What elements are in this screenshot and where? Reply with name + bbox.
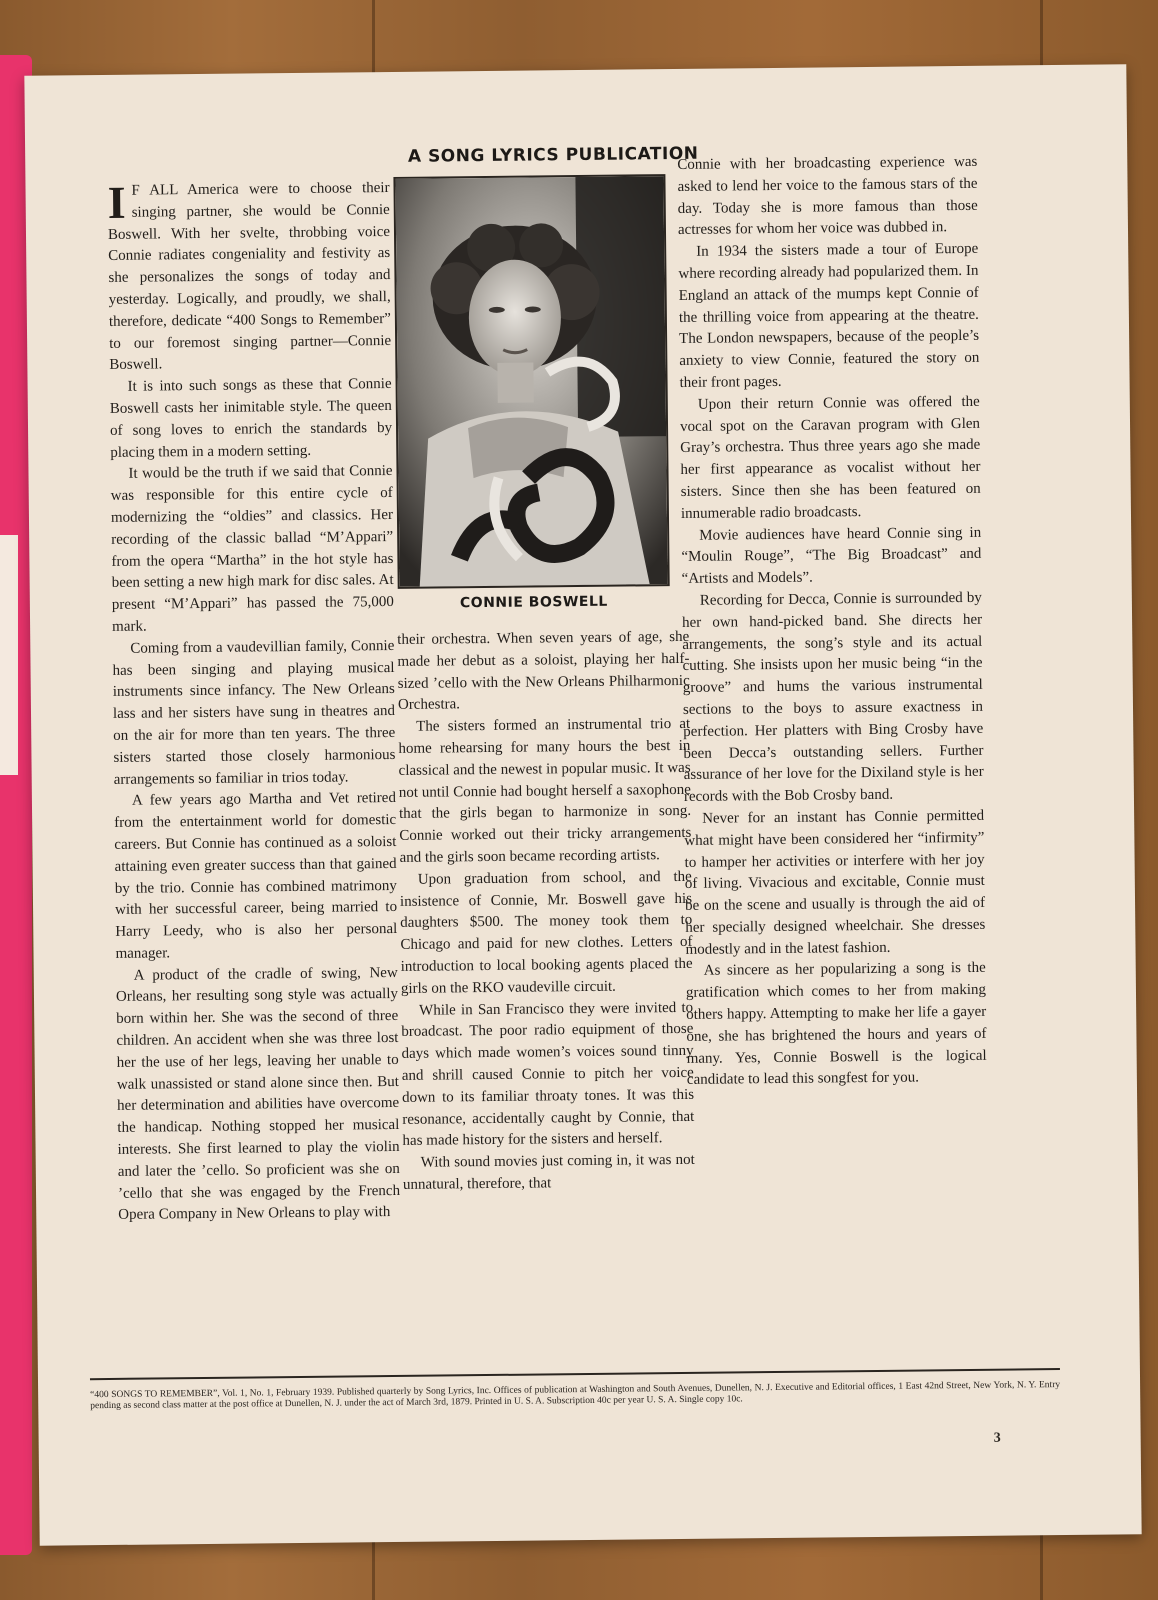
drop-cap: I <box>107 176 126 228</box>
paragraph: Recording for Decca, Connie is surrounded by her own hand-picked band. She directs her arrangements, the song’s style and its actual cutting. She insists upon her music being “in the groove” and hums the various instrumental sections to the boys to assure exactness in perfection. Her platters with Bing Crosby have been Decca’s outstanding sellers. Further assurance of her love for the Dixiland style is her records with the Bob Crosby band. <box>682 589 984 806</box>
paragraph: A few years ago Martha and Vet retired from the entertainment world for domestic careers. But Connie has continued as a soloist attaining even greater success than that gained by the trio. Connie has combined matrimony with her successful career, being married to Harry Leedy, who is also her personal manager. <box>114 790 398 962</box>
paragraph: As sincere as her popularizing a song is the gratification which comes to her from making others happy. Attempting to make her life a gayer one, she has brightened the hours and years of many. Yes, Connie Boswell is the logical candidate to lead this songfest for you. <box>685 960 987 1089</box>
paragraph: It would be the truth if we said that Connie was responsible for this entire cycle of modernizing the “oldies” and classics. Her recording of the classic ballad “M’Appari” from the opera “Martha” in the hot style has been setting a new high mark for disc sales. At present “M’Appari” has passed the 75,000 mark. <box>110 463 394 635</box>
paragraph: The sisters formed an instrumental trio at home rehearsing for many hours the best in classical and the newest in popular music. It was not until Connie had bought herself a saxophone that the girls began to harmonize in song. Connie worked out their tricky arrangements and the girls soon became recording artists. <box>398 716 692 866</box>
article-column-1 <box>107 178 400 1227</box>
paragraph: Upon their return Connie was offered the vocal spot on the Caravan program with Glen Gray’s orchestra. Thus three years ago she made her first appearance as vocalist without her sisters. Since then she has been featured on innumerable radio broadcasts. <box>679 393 981 522</box>
paragraph: their orchestra. When seven years of age, she made her debut as a soloist, playing her half-sized ’cello with the New Orleans Philharmonic Orchestra. <box>397 628 690 714</box>
paragraph: I F ALL America were to choose their singing partner, she would be Connie Boswell. With her svelte, throbbing voice Connie radiates congeniality and festivity as she personalizes the songs of today and yesterday. Logically, and proudly, we shall, therefore, dedicate “400 Songs to Remember” to our foremost singing partner—Connie Boswell. <box>107 176 392 374</box>
paragraph: Upon graduation from school, and the insistence of Connie, Mr. Boswell gave his daughters $500. The money took them to Chicago and paid for new clothes. Letters of introduction to local booking agents placed the girls on the RKO vaudeville circuit. <box>399 868 693 997</box>
paragraph: Connie with her broadcasting experience was asked to lend her voice to the famous stars of the day. Today she is more famous than those actresses for whom her voice was dubbed in. <box>677 153 978 239</box>
paragraph: With sound movies just coming in, it was not unnatural, therefore, that <box>402 1151 695 1193</box>
paragraph: A product of the cradle of swing, New Orleans, her resulting song style was actually born within her. She was the second of three children. An accident when she was three lost her the use of her legs, leaving her unable to walk unassisted or stand alone since then. But her determination and abilities have overcome the handicap. Nothing stopped her musical interests. She first learned to play the violin and later the ’cello. So proficient was she on ’cello that she was engaged by the French Opera Company in New Orleans to play with <box>115 964 401 1224</box>
paragraph: In 1934 the sisters made a tour of Europe where recording already had popularized them. In England an attack of the mumps kept Connie of the thrilling voice from appearing at the theatre. The London newspapers, because of the people’s anxiety to view Connie, featured the story on their front pages. <box>678 241 980 391</box>
publication-footer: “400 SONGS TO REMEMBER”, Vol. 1, No. 1, February 1939. Published quarterly by Song Lyrics, Inc. Offices of publication at Washington and South Avenues, Dunellen, N. J. Executive and Editorial offices, 1 East 42nd Street, New York, N. Y. Entry pending as second class matter at the post office at Dunellen, N. J. under the act of March 3rd, 1879. Printed in U. S. A. Subscription 40c per year U. S. A. Single copy 10c. <box>90 1380 1061 1412</box>
portrait-photo <box>393 174 669 589</box>
paragraph: It is into such songs as these that Connie Boswell casts her inimitable style. The queen of song loves to enrich the standards by placing them in a modern setting. <box>109 376 393 461</box>
magazine-page <box>24 64 1141 1545</box>
publication-header: A SONG LYRICS PUBLICATION <box>407 143 699 167</box>
cover-edge-strip <box>0 535 18 775</box>
photo-caption: CONNIE BOSWELL <box>459 593 608 612</box>
paragraph: Coming from a vaudevillian family, Connie has been singing and playing musical instruments since infancy. The New Orleans lass and her sisters have sung in theatres and on the air for more than ten years. The three sisters started those closely harmonious arrangements so familiar in trios today. <box>112 637 396 788</box>
article-column-2 <box>397 627 695 1197</box>
article-column-3 <box>677 152 987 1092</box>
footer-rule <box>90 1368 1060 1380</box>
paragraph: While in San Francisco they were invited to broadcast. The poor radio equipment of those days which made women’s voices sound tinny and shrill caused Connie to pitch her voice down to its familiar throaty tones. It was this resonance, accidentally caught by Connie, that has made history for the sisters and herself. <box>401 999 695 1150</box>
paragraph: Movie audiences have heard Connie sing in “Moulin Rouge”, “The Big Broadcast” and “Artists and Models”. <box>681 524 982 588</box>
page-number: 3 <box>993 1430 1001 1446</box>
portrait-image <box>395 176 667 587</box>
paragraph: Never for an instant has Connie permitted what might have been considered her “infirmity” to hamper her activities or interfere with her joy of living. Vivacious and excitable, Connie must be on the scene and usually is through the aid of her specially designed wheelchair. She dresses modestly and in the latest fashion. <box>684 807 986 958</box>
